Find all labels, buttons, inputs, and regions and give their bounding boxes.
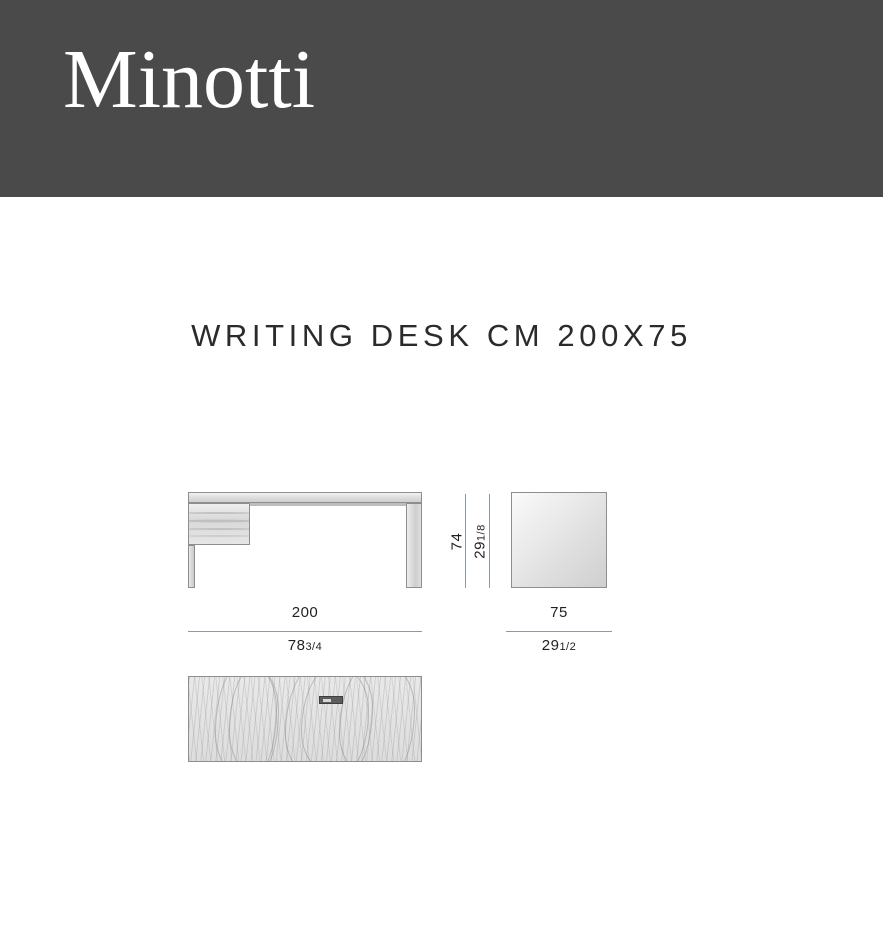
depth-label-in-fraction: 1/2 [559,641,577,653]
height-label-cm: 74 [448,532,466,551]
top-view [188,676,422,762]
side-elevation-view [511,492,607,588]
depth-label-in [506,637,612,654]
width-dimension-line [188,631,422,632]
desk-drawer-front [188,503,250,545]
depth-dimension-line [506,631,612,632]
desk-leg-right [406,503,422,588]
desk-leg-left [188,545,195,588]
depth-label-in-value: 29 [541,637,560,654]
depth-label-cm: 75 [550,604,568,621]
wood-grain-line [188,528,250,530]
height-dimension-line-in [489,494,490,588]
page-title: WRITING DESK CM 200X75 [191,318,692,353]
wood-grain-swirl [339,676,415,762]
width-label-in-value: 78 [287,637,306,654]
wood-grain-line [188,520,250,523]
width-label-in-fraction: 3/4 [305,641,323,653]
width-label-in [188,637,422,654]
wood-grain-swirl [229,676,279,762]
desk-top-profile [188,492,422,503]
cable-port-slot [323,699,331,702]
width-label-cm: 200 [291,604,319,621]
height-label-in [472,512,489,572]
height-label-in-fraction: 1/8 [475,524,488,542]
brand-logo: Minotti [63,33,316,126]
wood-grain-line [188,535,250,537]
wood-grain-line [188,512,250,514]
height-label-in-value: 29 [471,541,489,559]
cable-port-icon [319,696,343,704]
